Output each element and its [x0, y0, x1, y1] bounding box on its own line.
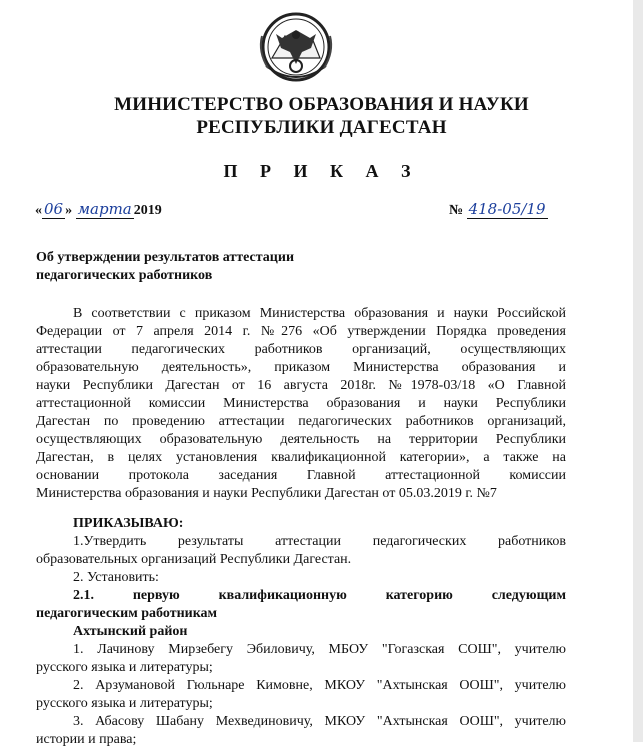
list-item-continuation: русского языка и литературы;: [36, 660, 213, 675]
preamble-line: Дагестан по проведению аттестации педагогических работников организаций,: [36, 414, 566, 429]
date-close-quote: »: [65, 203, 73, 218]
decree-heading: ПРИКАЗЫВАЮ:: [73, 516, 184, 531]
dagestan-coat-of-arms-icon: [252, 8, 340, 86]
preamble-line: образовательную деятельность», приказом Министерства образования и: [36, 360, 566, 375]
list-item: 2. Арзумановой Гюльнаре Кимовне, МКОУ "Ахтынская ООШ", учителю: [73, 678, 566, 693]
date-open-quote: «: [35, 203, 42, 218]
order-date: [35, 200, 162, 219]
date-month: марта: [77, 200, 132, 218]
preamble-line: В соответствии с приказом Министерства образования и науки Российской: [73, 306, 566, 321]
subject-line-2: педагогических работников: [36, 268, 213, 283]
list-item-continuation: истории и права;: [36, 732, 137, 747]
preamble-line: основании протокола заседания Главной аттестационной комиссии: [36, 468, 566, 483]
item-1-line-1: 1.Утвердить результаты аттестации педагогических работников: [73, 534, 566, 549]
preamble-line: Министерства образования и науки Республики Дагестан от 05.03.2019 г. №7: [36, 486, 497, 501]
item-2-1-line-1: 2.1. первую квалификационную категорию следующим: [73, 588, 566, 603]
ministry-line-1: МИНИСТЕРСТВО ОБРАЗОВАНИЯ И НАУКИ: [114, 94, 529, 115]
item-2-1-line-2: педагогическим работникам: [36, 606, 218, 621]
preamble-paragraph: [36, 305, 566, 503]
order-subject: [36, 249, 294, 285]
list-item-continuation: русского языка и литературы;: [36, 696, 213, 711]
preamble-line: науки Республики Дагестан от 16 августа 2018г. №1978-03/18 «О Главной: [36, 378, 566, 393]
date-year: 2019: [133, 203, 162, 218]
district-heading: Ахтынский район: [73, 624, 188, 639]
item-2: 2. Установить:: [73, 570, 159, 585]
number-label: №: [449, 203, 464, 218]
preamble-line: Федерации от 7 апреля 2014 г. №276 «Об утверждении Порядка проведения: [36, 324, 566, 339]
ministry-name: [0, 93, 643, 139]
order-decree: [36, 515, 566, 749]
ministry-line-2: РЕСПУБЛИКИ ДАГЕСТАН: [196, 117, 447, 138]
subject-line-1: Об утверждении результатов аттестации: [36, 250, 295, 265]
order-number: [449, 200, 548, 219]
list-item: 3. Абасову Шабану Мехвединовичу, МКОУ "Ахтынская ООШ", учителю: [73, 714, 566, 729]
preamble-line: Дагестан, в целях установления квалификационной категории», а также на: [36, 450, 566, 465]
preamble-line: аттестационной комиссии Министерства образования и науки Республики: [36, 396, 566, 411]
preamble-line: осуществляющих образовательную деятельность на территории Республики: [36, 432, 566, 447]
order-title: П Р И К А З: [223, 161, 420, 181]
preamble-line: аттестации педагогических работников организаций, осуществляющих: [36, 342, 566, 357]
item-1-line-2: образовательных организаций Республики Дагестан.: [36, 552, 352, 567]
number-value: 418-05/19: [468, 200, 546, 218]
list-item: 1. Лачинову Мирзебегу Эбиловичу, МБОУ "Гогазская СОШ", учителю: [73, 642, 566, 657]
date-day: 06: [44, 200, 64, 218]
